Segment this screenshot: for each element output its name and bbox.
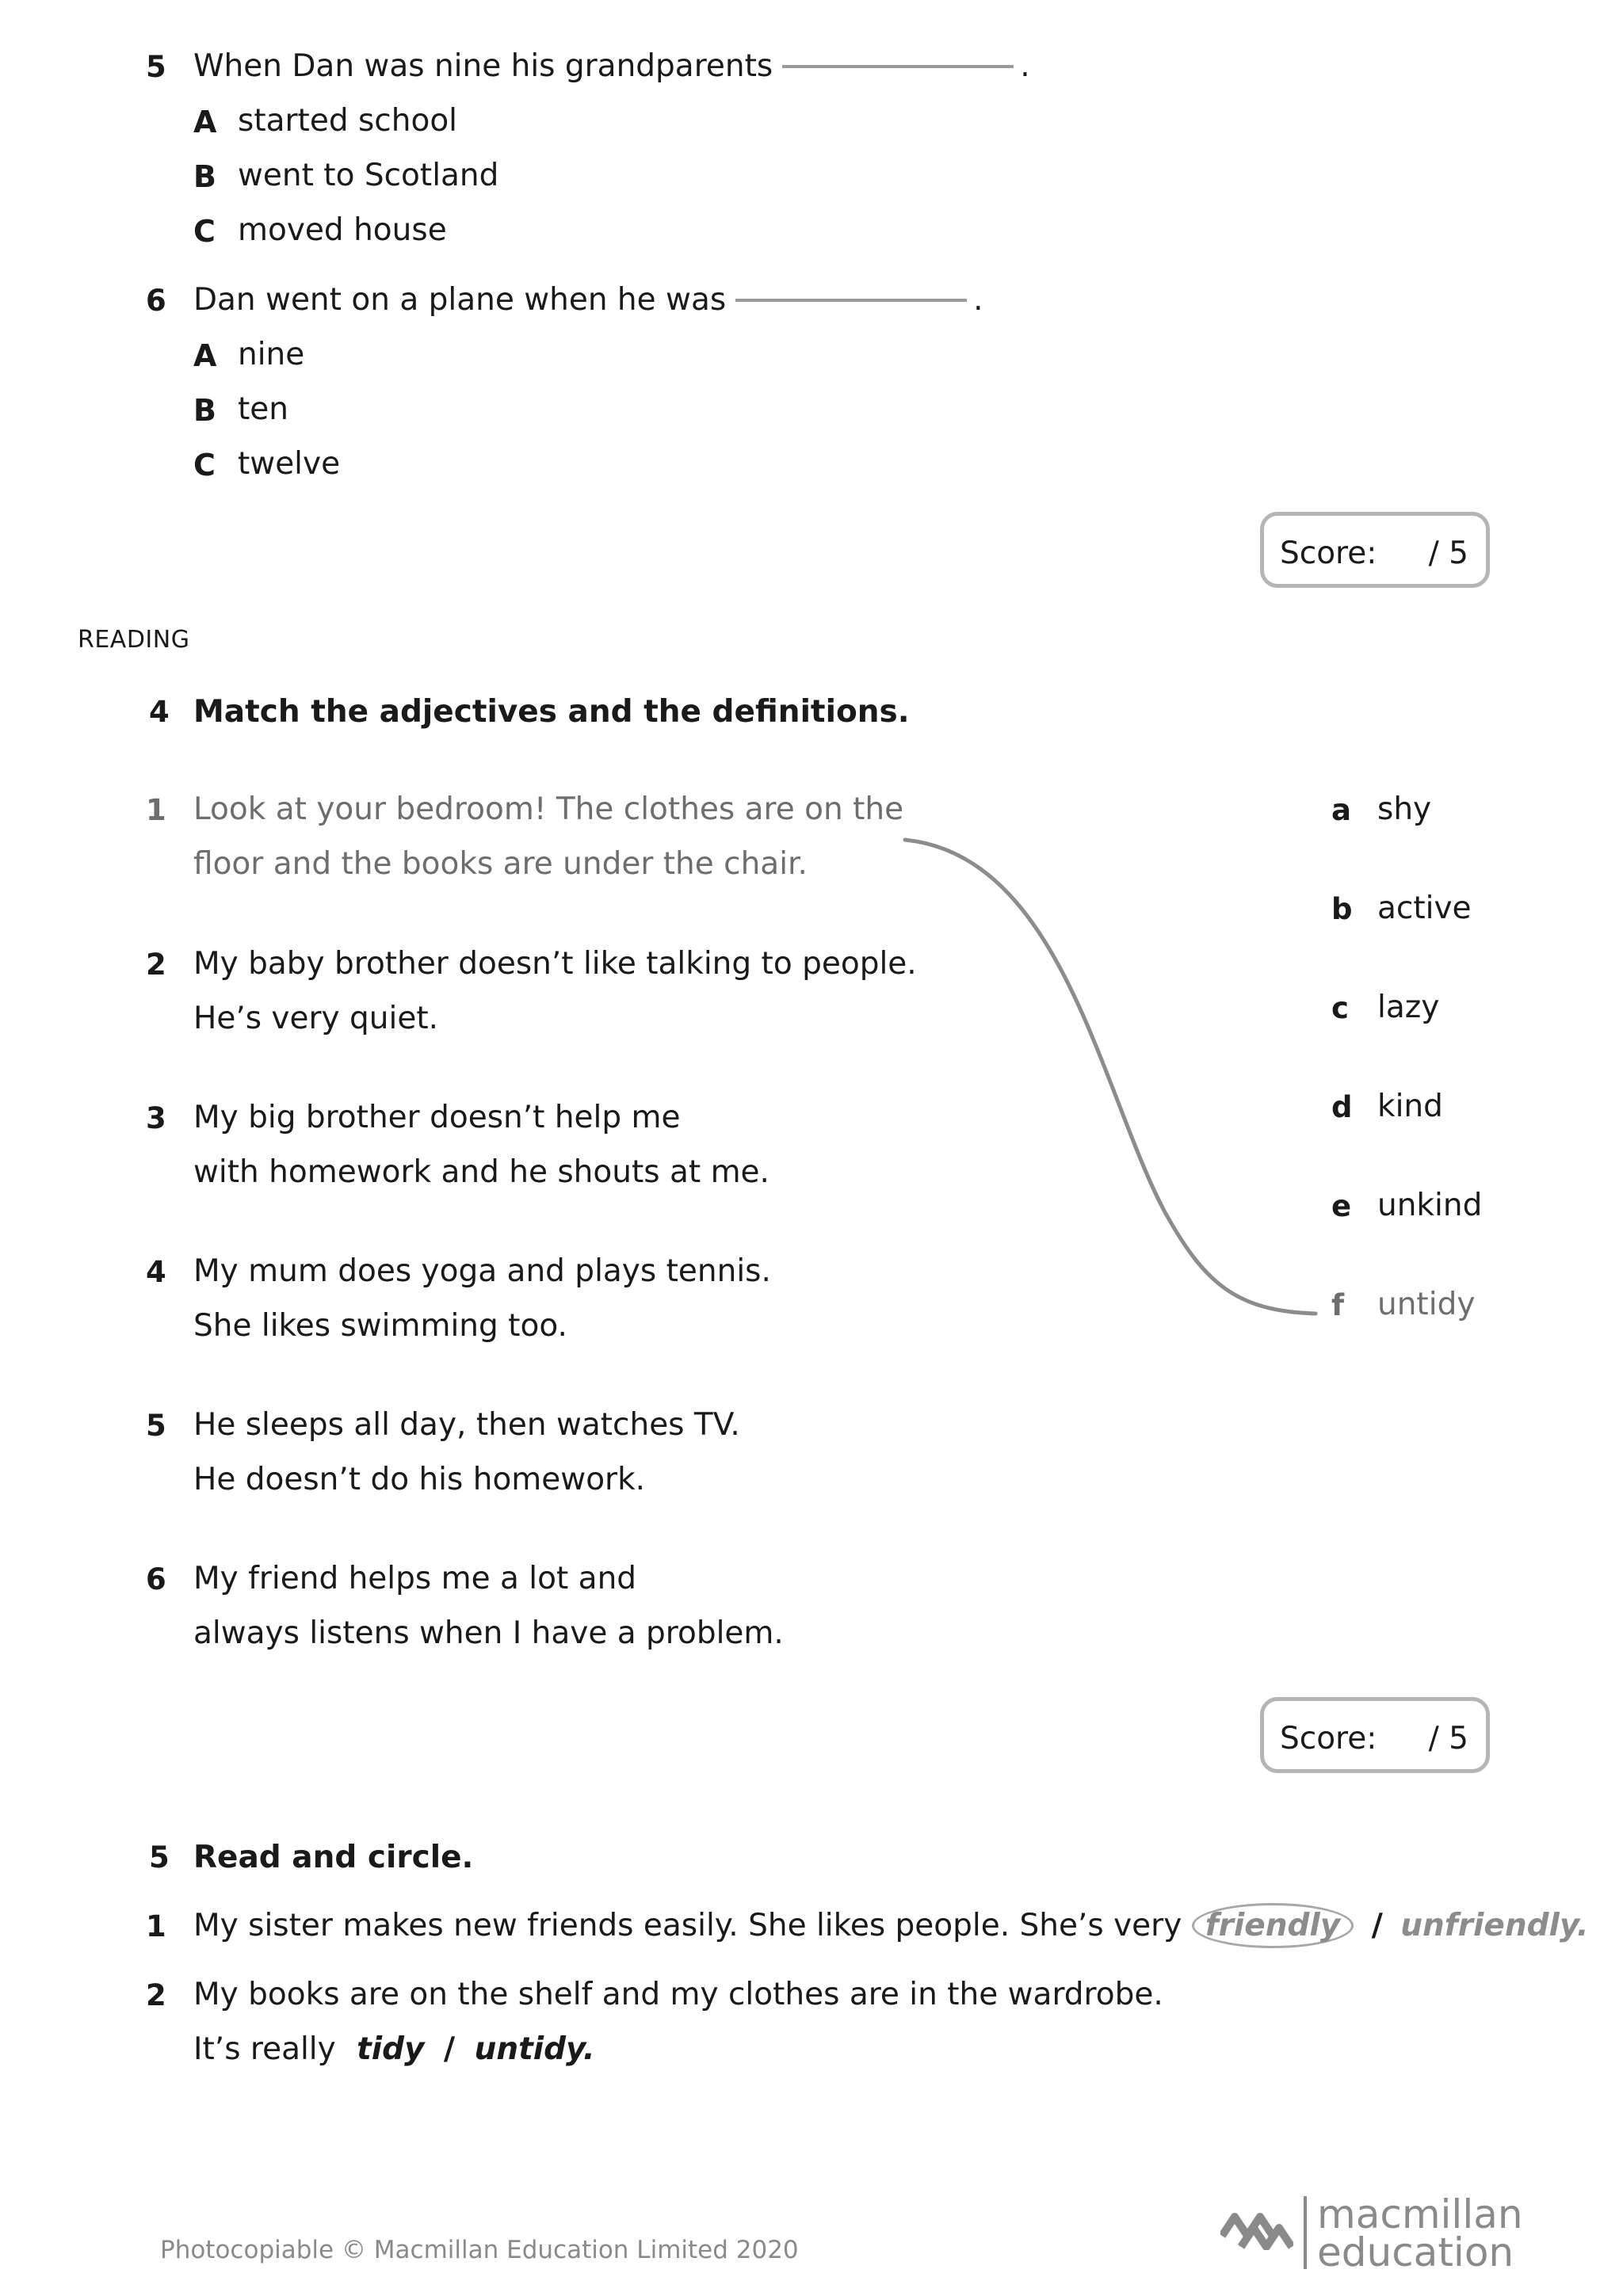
option-letter: C <box>193 448 216 482</box>
item-text: My books are on the shelf and my clothes are in the wardrobe. <box>193 1977 1163 2012</box>
item-number: 1 <box>146 793 166 827</box>
question-end: . <box>973 282 983 318</box>
definition-line: floor and the books are under the chair. <box>193 846 808 882</box>
definition-line: My baby brother doesn’t like talking to people. <box>193 946 917 982</box>
score-total: / 5 <box>1428 536 1468 571</box>
option-letter: B <box>193 393 216 428</box>
item-number: 3 <box>146 1101 166 1135</box>
option-letter: A <box>193 338 217 373</box>
item-number: 2 <box>146 1978 166 2012</box>
adjective-word: lazy <box>1377 990 1440 1025</box>
exercise-number: 4 <box>149 695 170 729</box>
adjective-word: untidy <box>1377 1287 1476 1322</box>
option-word[interactable]: unfriendly. <box>1400 1908 1589 1943</box>
adjective-word: kind <box>1377 1089 1443 1124</box>
adjective-word: active <box>1377 891 1472 926</box>
definition-line: He sleeps all day, then watches TV. <box>193 1407 740 1443</box>
definition-line: She likes swimming too. <box>193 1308 567 1344</box>
option-text: nine <box>238 337 305 372</box>
brand-line: macmillan <box>1317 2191 1523 2237</box>
item-number: 1 <box>146 1909 166 1943</box>
option-word[interactable]: tidy <box>357 2031 425 2067</box>
adjective-word: unkind <box>1377 1188 1483 1223</box>
adjective-word: shy <box>1377 791 1432 827</box>
brand-wordmark <box>1317 2191 1523 2275</box>
definition-line: My mum does yoga and plays tennis. <box>193 1253 771 1289</box>
score-label: Score: <box>1280 1721 1377 1756</box>
option-letter: B <box>193 159 216 194</box>
adjective-letter: a <box>1331 793 1351 827</box>
section-heading: READING <box>78 626 190 654</box>
circled-option[interactable]: friendly <box>1192 1903 1354 1948</box>
definition-line: Look at your bedroom! The clothes are on the <box>193 791 904 827</box>
option-text: twelve <box>238 446 341 482</box>
brand-line: education <box>1317 2229 1514 2275</box>
macmillan-logo-icon <box>1220 2203 1293 2250</box>
option-letter: A <box>193 105 217 139</box>
item-text: My sister makes new friends easily. She likes people. She’s very <box>193 1908 1182 1943</box>
score-label: Score: <box>1280 536 1377 571</box>
item-number: 6 <box>146 1562 166 1596</box>
option-separator: / <box>443 2031 456 2067</box>
question-end: . <box>1020 48 1030 84</box>
option-word[interactable]: untidy. <box>474 2031 595 2067</box>
score-total: / 5 <box>1428 1721 1468 1756</box>
question-text: When Dan was nine his grandparents <box>193 48 773 84</box>
item-number: 4 <box>146 1255 166 1289</box>
item-text: It’s really <box>193 2031 336 2067</box>
item-number: 2 <box>146 948 166 982</box>
adjective-letter: e <box>1331 1189 1352 1223</box>
question-text: Dan went on a plane when he was <box>193 282 727 318</box>
definition-line: My big brother doesn’t help me <box>193 1100 681 1135</box>
adjective-letter: d <box>1331 1090 1353 1124</box>
definition-line: He’s very quiet. <box>193 1001 439 1036</box>
option-text: went to Scotland <box>238 158 499 193</box>
circle-item <box>193 1910 1589 1948</box>
exercise-instruction: Match the adjectives and the definitions. <box>193 694 910 730</box>
definition-line: He doesn’t do his homework. <box>193 1462 646 1497</box>
option-text: started school <box>238 103 458 139</box>
adjective-letter: b <box>1331 892 1353 926</box>
option-letter: C <box>193 214 216 249</box>
adjective-letter: f <box>1331 1288 1345 1322</box>
definition-line: always listens when I have a problem. <box>193 1615 784 1651</box>
option-text: ten <box>238 391 289 427</box>
copyright-notice: Photocopiable © Macmillan Education Limited 2020 <box>160 2236 799 2264</box>
adjective-letter: c <box>1331 991 1349 1025</box>
definition-line: with homework and he shouts at me. <box>193 1154 769 1190</box>
circle-item <box>193 2031 595 2067</box>
logo-divider <box>1304 2196 1307 2269</box>
exercise-number: 5 <box>149 1840 170 1875</box>
exercise-instruction: Read and circle. <box>193 1840 474 1875</box>
question-number: 5 <box>146 50 166 84</box>
option-separator: / <box>1371 1908 1383 1943</box>
option-text: moved house <box>238 212 447 248</box>
definition-line: My friend helps me a lot and <box>193 1561 637 1596</box>
item-number: 5 <box>146 1409 166 1443</box>
question-number: 6 <box>146 284 166 318</box>
score-box <box>1260 1697 1490 1773</box>
